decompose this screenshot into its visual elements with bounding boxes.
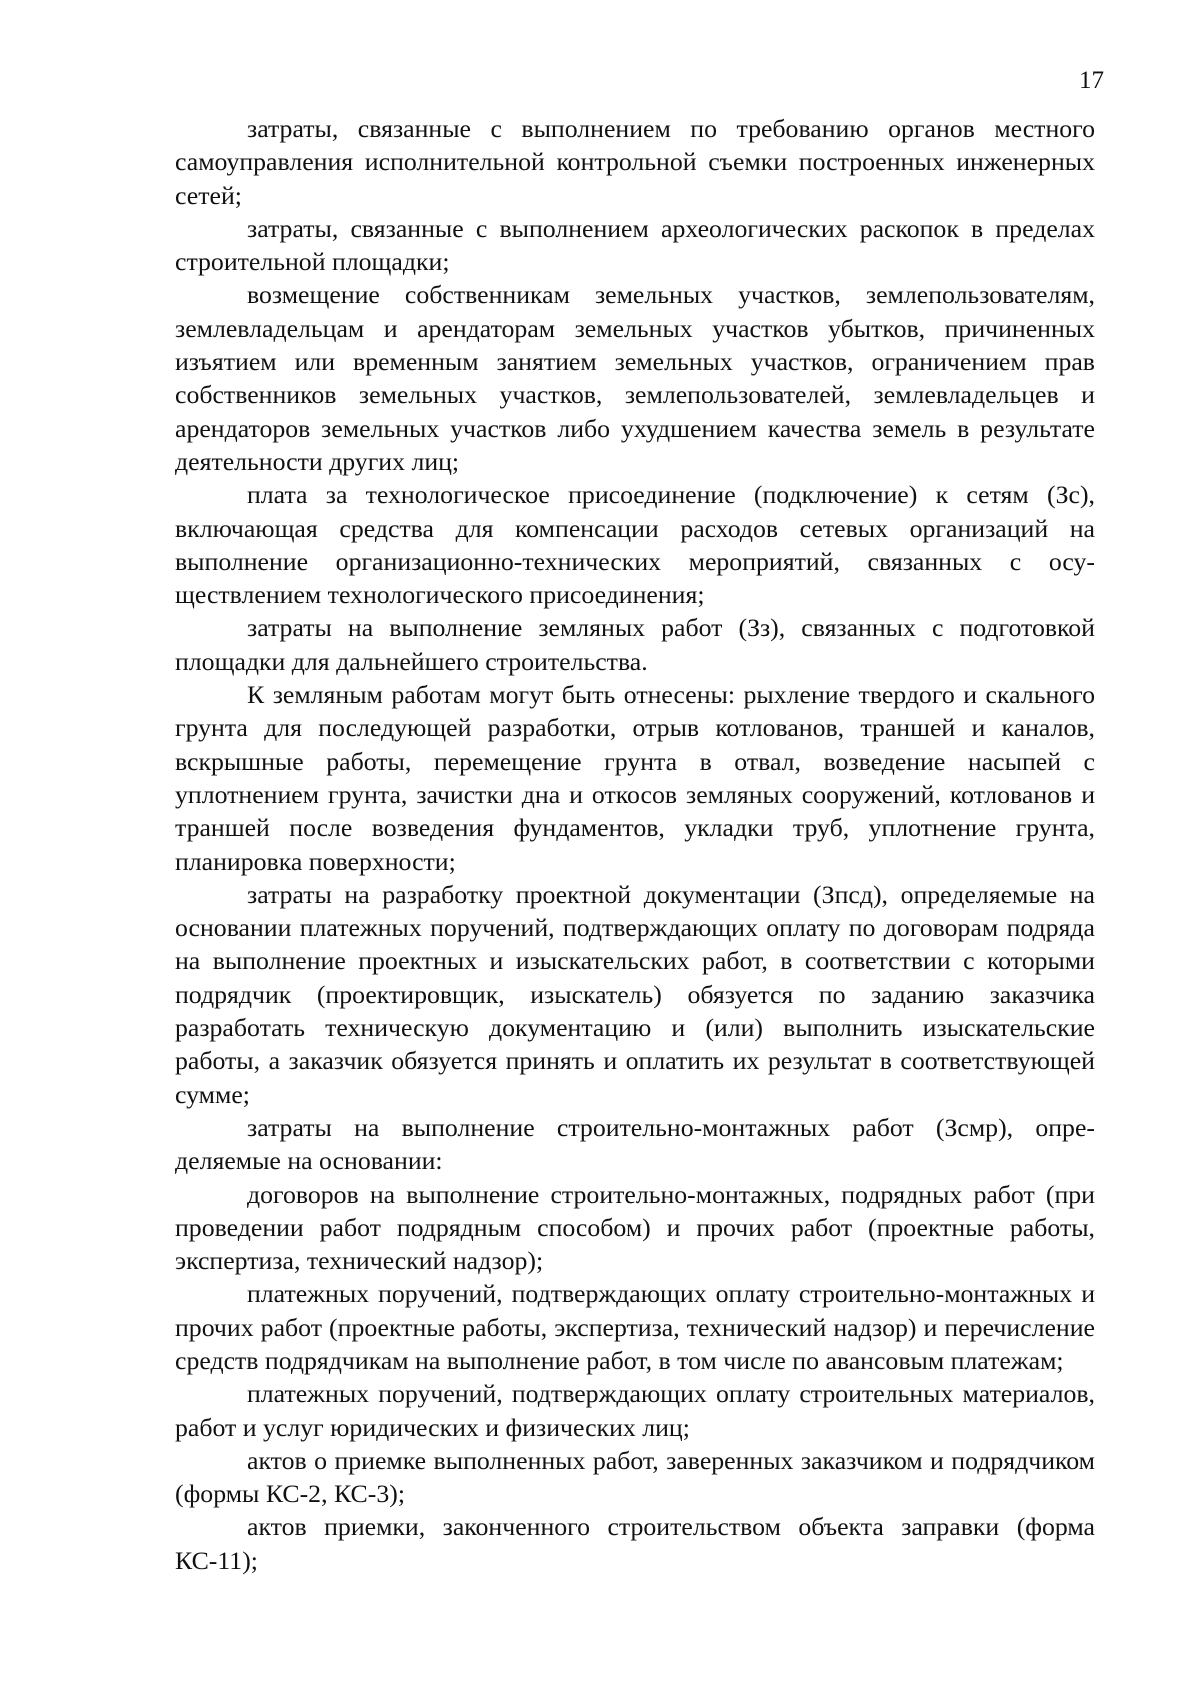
paragraph: К земляным работам могут быть отнесены: рыхление твердого и скального грунта для последующей разработки, отрыв котлованов, траншей и каналов, вскрышные работы, перемещение грунта в отвал, возведение насыпей с уплотнением грунта, зачистки дна и откосов земляных сооружений, котлованов и траншей после возведения фундаментов, укладки труб, уплотнение грунта, планировка поверхности; — [175, 680, 1095, 876]
paragraph: возмещение собственникам земельных участков, землепользователям, землевладельцам и арендаторам земельных участков убытков, причиненных изъятием или временным занятием земельных участков, ограничением прав собственников земельных участков, землепользователей, землевладельцев и арендаторов земельных участков либо ухудшением качества земель в результате деятельности других лиц; — [175, 280, 1095, 476]
paragraph: договоров на выполнение строительно-монтажных, подрядных работ (при проведении работ подрядным способом) и прочих работ (проектные работы, экспертиза, технический надзор); — [175, 1179, 1095, 1276]
document-body — [175, 112, 1095, 1577]
paragraph: затраты, связанные с выполнением по требованию органов местного самоуправления исполнительной контрольной съемки построенных инженерных сетей; — [175, 114, 1095, 210]
paragraph: затраты на разработку проектной документации (Зпсд), определяемые на основании платежных поручений, подтверждающих оплату по договорам подряда на выполнение проектных и изыскательских работ, в соответствии с которыми подрядчик (проектировщик, изыскатель) обязуется по заданию заказчика разработать техническую документацию и (или) выполнить изыскательские работы, а заказчик обязуется принять и оплатить их результат в соответствующей сумме; — [175, 879, 1095, 1109]
paragraph: затраты на выполнение строительно-монтажных работ (Зсмр), определяемые на основании: — [175, 1112, 1095, 1176]
page-number: 17 — [1079, 67, 1104, 94]
paragraph: платежных поручений, подтверждающих оплату строительно-монтажных и прочих работ (проектные работы, экспертиза, технический надзор) и перечисление средств подрядчикам на выполнение работ, в том числе по авансовым платежам; — [175, 1279, 1095, 1375]
paragraph: платежных поручений, подтверждающих оплату строительных материалов, работ и услуг юридических и физических лиц; — [175, 1379, 1095, 1442]
paragraph: затраты на выполнение земляных работ (Зз), связанных с подготовкой площадки для дальнейшего строительства. — [175, 613, 1095, 676]
paragraph: плата за технологическое присоединение (подключение) к сетям (Зс), включающая средства для компенсации расходов сетевых организаций на выполнение организационно-технических мероприятий, связанных с осуществлением технологического присоединения; — [175, 480, 1095, 610]
paragraph: актов приемки, законченного строительством объекта заправки (форма КС-11); — [175, 1512, 1095, 1575]
paragraph: актов о приемке выполненных работ, заверенных заказчиком и подрядчиком (формы КС-2, КС-3); — [175, 1445, 1095, 1509]
paragraph: затраты, связанные с выполнением археологических раскопок в пределах строительной площадки; — [175, 213, 1095, 277]
